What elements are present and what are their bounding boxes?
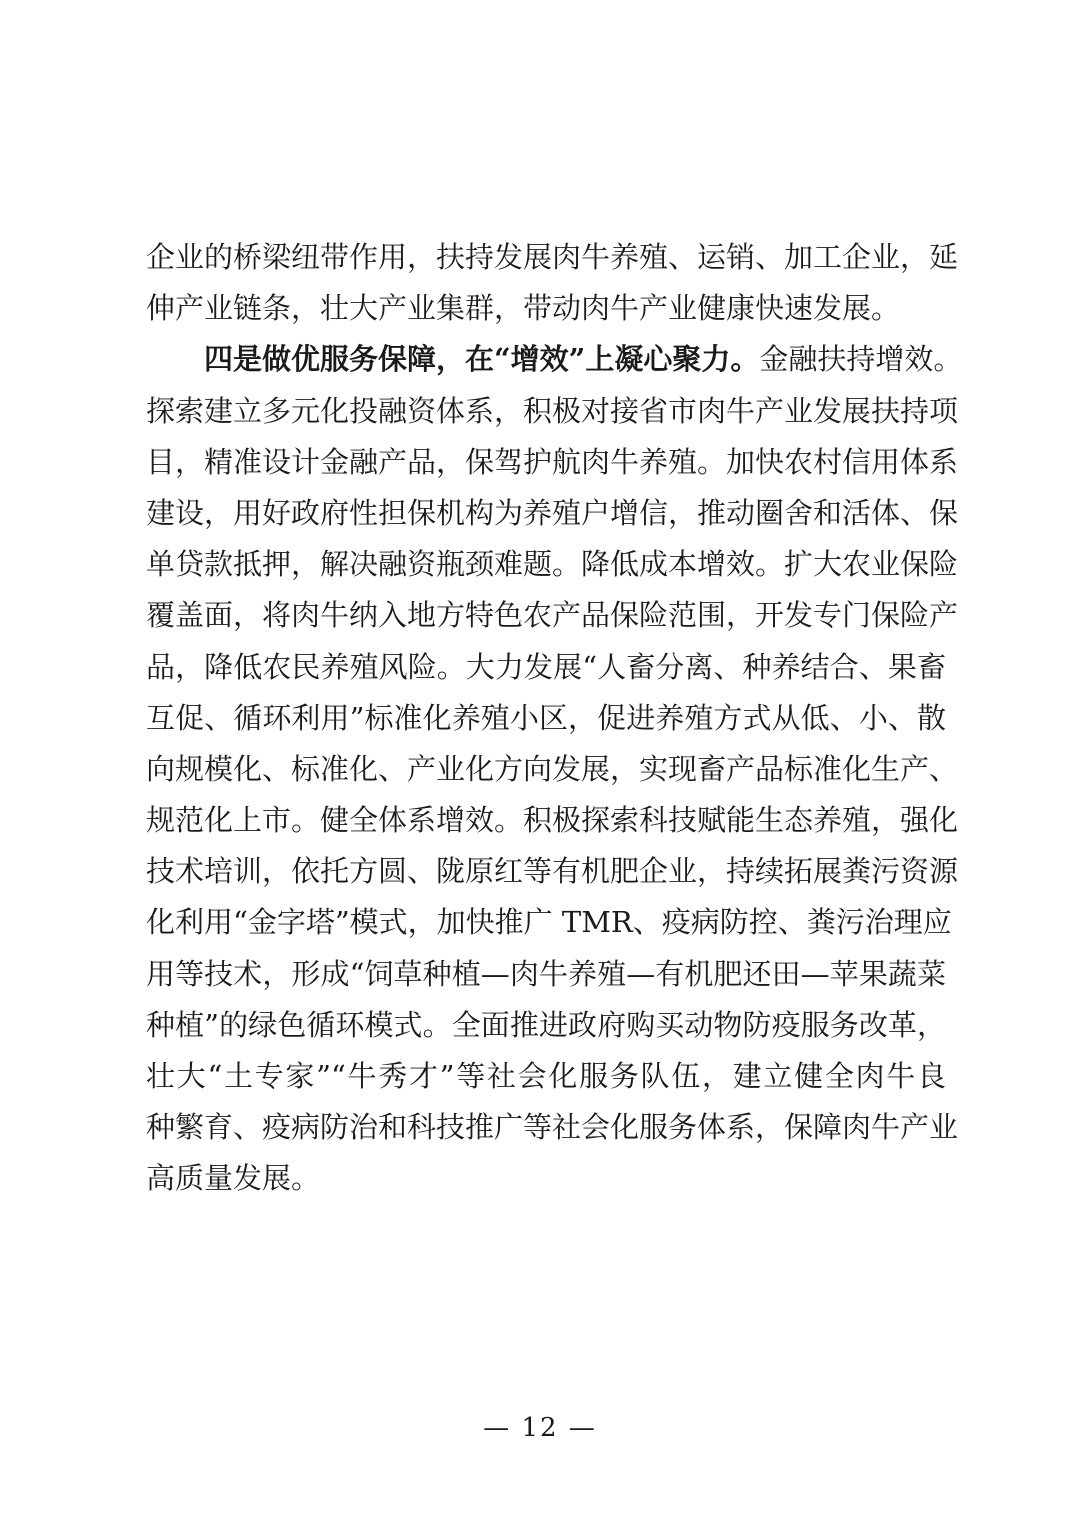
document-body (146, 232, 963, 1205)
text-line: 种植”的绿色循环模式。全面推进政府购买动物防疫服务改革， (146, 1007, 946, 1042)
page-number: — 12 — (483, 1413, 597, 1443)
text-line: 覆盖面，将肉牛纳入地方特色农产品保险范围，开发专门保险产 (146, 598, 959, 633)
text-line: 用等技术，形成“饲草种植—肉牛养殖—有机肥还田—苹果蔬菜 (146, 956, 946, 991)
text-line: 企业的桥梁纽带作用，扶持发展肉牛养殖、运销、加工企业，延 (146, 240, 959, 274)
text-line: 规范化上市。健全体系增效。积极探索科技赋能生态养殖，强化 (146, 803, 959, 838)
text-line: 伸产业链条，壮大产业集群，带动肉牛产业健康快速发展。 (146, 291, 901, 326)
text-line: 互促、循环利用”标准化养殖小区，促进养殖方式从低、小、散 (146, 700, 946, 735)
text-line: 目，精准设计金融产品，保驾护航肉牛养殖。加快农村信用体系 (146, 444, 959, 479)
text-line: 探索建立多元化投融资体系，积极对接省市肉牛产业发展扶持项 (146, 393, 959, 428)
section-heading: 四是做优服务保障，在“增效”上凝心聚力。 (204, 342, 760, 377)
text-line: 建设，用好政府性担保机构为养殖户增信，推动圈舍和活体、保 (146, 495, 959, 530)
paragraph-first-line (146, 334, 963, 385)
text-line: 技术培训，依托方圆、陇原红等有机肥企业，持续拓展粪污资源 (146, 854, 959, 889)
paragraph-service-guarantee (146, 334, 963, 1204)
text-run: 金融扶持增效。 (759, 342, 963, 377)
text-line: 壮大“土专家”“牛秀才”等社会化服务队伍，建立健全肉牛良 (146, 1059, 946, 1093)
text-line: 品，降低农民养殖风险。大力发展“人畜分离、种养结合、果畜 (146, 649, 946, 684)
paragraph-continuation (146, 232, 959, 334)
text-line: 种繁育、疫病防治和科技推广等社会化服务体系，保障肉牛产业 (146, 1110, 959, 1145)
text-line: 向规模化、标准化、产业化方向发展，实现畜产品标准化生产、 (146, 751, 959, 786)
text-line: 高质量发展。 (146, 1161, 321, 1196)
text-line: 化利用“金字塔”模式，加快推广 TMR、疫病防控、粪污治理应 (146, 905, 952, 940)
text-line: 单贷款抵押，解决融资瓶颈难题。降低成本增效。扩大农业保险 (146, 547, 959, 582)
